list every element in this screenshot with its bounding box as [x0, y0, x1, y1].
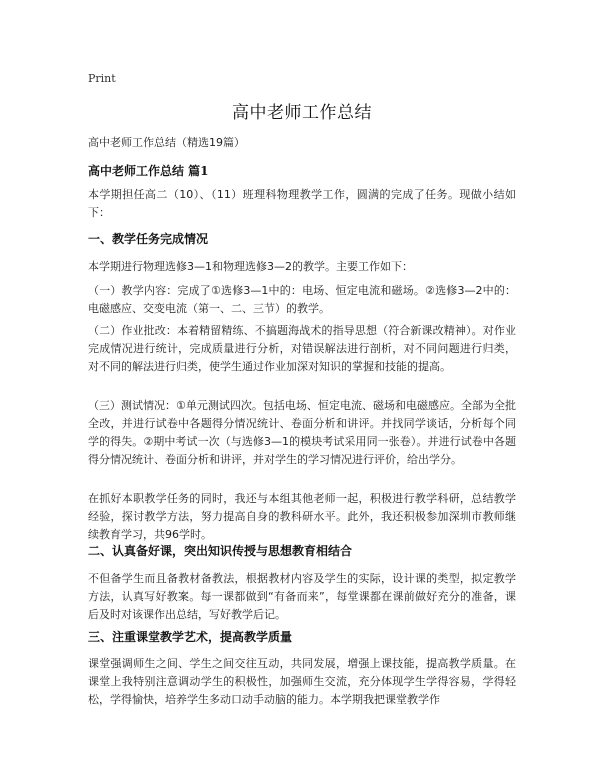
document-subtitle: 高中老师工作总结（精选19篇）: [88, 136, 245, 149]
document-title: 高中老师工作总结: [232, 103, 372, 123]
paragraph-intro: 本学期担任高二（10）、（11）班理科物理教学工作，圆满的完成了任务。现做小结如下：: [88, 188, 516, 219]
section-heading-2: 二、认真备好课，突出知识传授与思想教育相结合: [88, 544, 353, 558]
paragraph-homework: （二）作业批改：本着精留精练、不搞题海战术的指导思想（符合新课改精神）。对作业完成情况进行统计，完成质量进行分析，对错误解法进行剖析，对不同问题进行归类，对不同的解法进行归类，使学生通过作业加深对知识的掌握和技能的提高。: [88, 324, 516, 373]
paragraph-classroom: 课堂强调师生之间、学生之间交往互动，共同发展，增强上课技能，提高教学质量。在课堂上我特别注意调动学生的积极性，加强师生交流，充分体现学生学得容易，学得轻松，学得愉快，培养学生多动口动手动脑的能力。本学期我把课堂教学作: [88, 657, 516, 706]
paragraph-teaching-summary: 本学期进行物理选修3—1和物理选修3—2的教学。主要工作如下：: [88, 260, 413, 273]
section-heading-1: 一、教学任务完成情况: [88, 232, 209, 246]
print-link[interactable]: Print: [88, 72, 116, 85]
section-heading-3: 三、注重课堂教学艺术，提高教学质量: [88, 630, 293, 644]
paragraph-tests: （三）测试情况：①单元测试四次。包括电场、恒定电流、磁场和电磁感应。全部为全批全改，并进行试卷中各题得分情况统计、卷面分析和讲评。并找同学谈话，分析每个同学的得失。②期中考试一次（与选修3—1的模块考试采用同一张卷）。并进行试卷中各题得分情况统计、卷面分析和讲评，并对学生的学习情况进行评价，给出学分。: [88, 399, 516, 466]
paragraph-preparation: 不但备学生而且备教材备教法，根据教材内容及学生的实际，设计课的类型，拟定教学方法，认真写好教案。每一课都做到“有备而来”，每堂课都在课前做好充分的准备，课后及时对该课作出总结，写好教学后记。: [88, 572, 516, 621]
chapter-title: 高中老师工作总结 篇1: [88, 164, 209, 178]
paragraph-content: （一）教学内容：完成了①选修3—1中的：电场、恒定电流和磁场。②选修3—2中的：电磁感应、交变电流（第一、二、三节）的教学。: [88, 284, 516, 315]
paragraph-research: 在抓好本职教学任务的同时，我还与本组其他老师一起，积极进行教学科研，总结教学经验，探讨教学方法，努力提高自身的教科研水平。此外，我还积极参加深圳市教师继续教育学习，共96学时。: [88, 492, 516, 541]
